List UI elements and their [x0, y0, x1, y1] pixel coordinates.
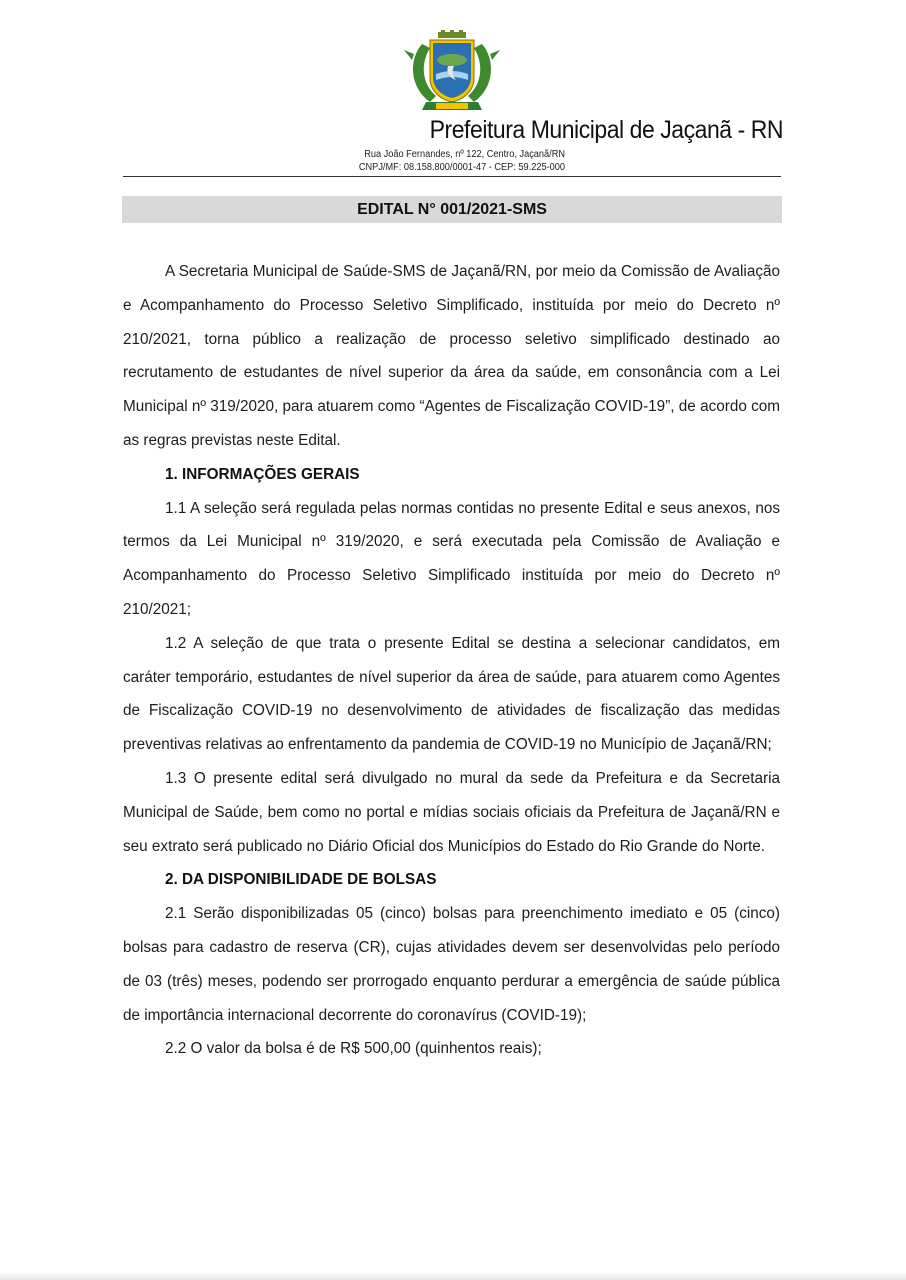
section-heading-scholarships: 2. DA DISPONIBILIDADE DE BOLSAS	[165, 871, 437, 889]
clause-1-3: 1.3 O presente edital será divulgado no mural da sede da Prefeitura e da Secretaria Municipal de Saúde, bem como no portal e mídias sociais oficiais da Prefeitura de Jaçanã/RN e seu extrato será publicado no Diário Oficial dos Municípios do Estado do Rio Grande do Norte.	[123, 769, 780, 855]
section-heading-general-info: 1. INFORMAÇÕES GERAIS	[165, 465, 360, 483]
coat-of-arms-icon	[400, 30, 504, 112]
page-bottom-edge	[0, 1272, 906, 1280]
clause-1-2: 1.2 A seleção de que trata o presente Edital se destina a selecionar candidatos, em caráter temporário, estudantes de nível superior da área de saúde, para atuarem como Agentes de Fiscalização COVID-19 no desenvolvimento de atividades de fiscalização das medidas preventivas relativas ao enfrentamento da pandemia de COVID-19 no Município de Jaçanã/RN;	[123, 634, 780, 754]
header-divider	[123, 176, 781, 177]
document-title: EDITAL N° 001/2021-SMS	[122, 196, 782, 223]
clause-2-2: 2.2 O valor da bolsa é de R$ 500,00 (quinhentos reais);	[165, 1040, 542, 1058]
clause-2-1: 2.1 Serão disponibilizadas 05 (cinco) bolsas para preenchimento imediato e 05 (cinco) bolsas para cadastro de reserva (CR), cujas atividades devem ser desenvolvidas pelo período de 03 (três) meses, podendo ser prorrogado enquanto perdurar a emergência de saúde pública de importância internacional decorrente do coronavírus (COVID-19);	[123, 905, 780, 1024]
org-name: Prefeitura Municipal de Jaçanã - RN	[429, 116, 783, 144]
org-address: Rua João Fernandes, nº 122, Centro, Jaçanã/RN	[364, 149, 565, 160]
document-body	[123, 255, 780, 1066]
intro-paragraph: A Secretaria Municipal de Saúde-SMS de Jaçanã/RN, por meio da Comissão de Avaliação e Acompanhamento do Processo Seletivo Simplificado, instituída por meio do Decreto nº 210/2021, torna público a realização de processo seletivo simplificado destinado ao recrutamento de estudantes de nível superior da área da saúde, em consonância com a Lei Municipal nº 319/2020, para atuarem como “Agentes de Fiscalização COVID-19”, de acordo com as regras previstas neste Edital.	[123, 263, 780, 449]
clause-1-1: 1.1 A seleção será regulada pelas normas contidas no presente Edital e seus anexos, nos termos da Lei Municipal nº 319/2020, e será executada pela Comissão de Avaliação e Acompanhamento do Processo Seletivo Simplificado instituída por meio do Decreto nº 210/2021;	[123, 499, 780, 618]
org-cnpj-cep: CNPJ/MF: 08.158.800/0001-47 - CEP: 59.225-000	[358, 162, 565, 173]
